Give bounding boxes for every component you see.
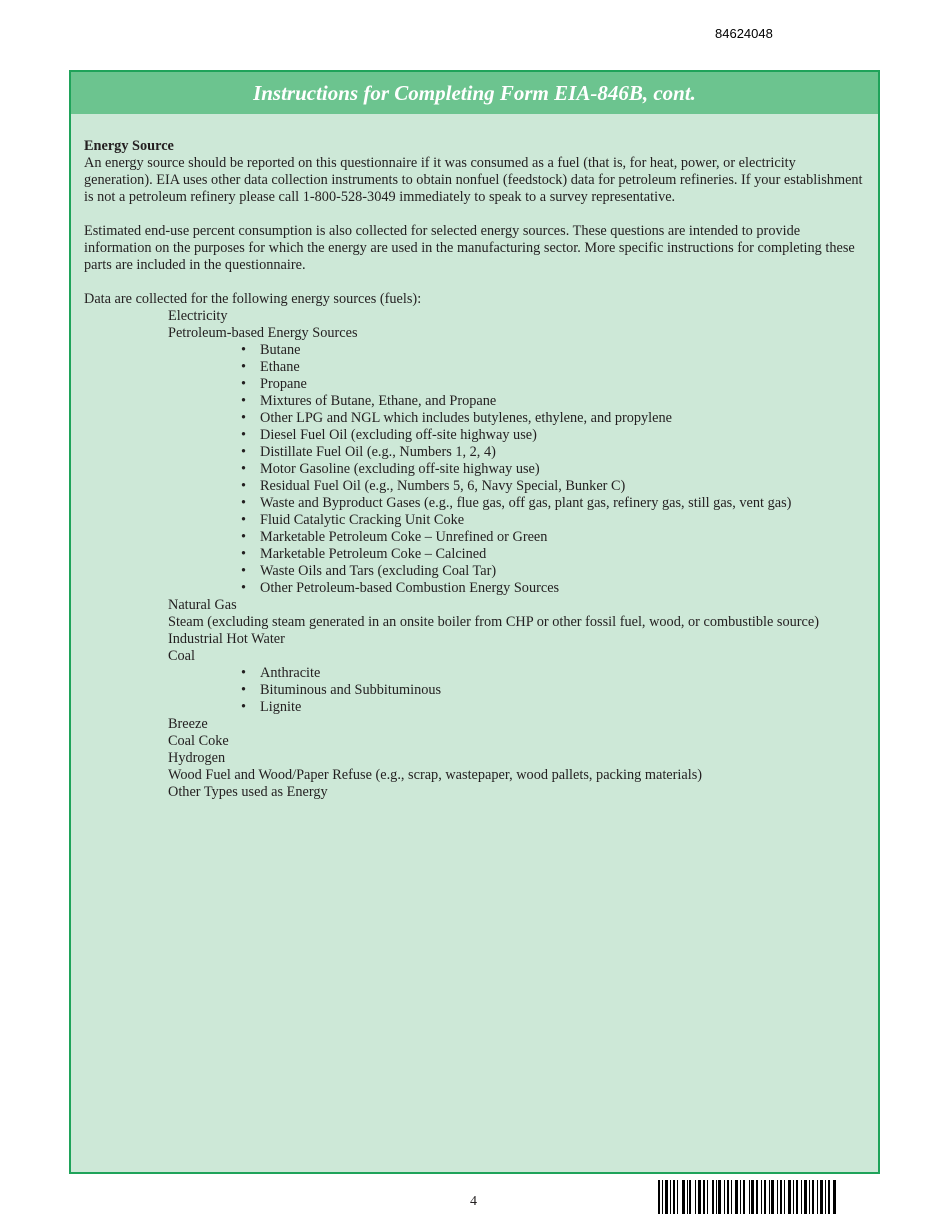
list-item [241,665,866,682]
list-item-text: Fluid Catalytic Cracking Unit Coke [260,512,465,528]
list-item-text: Mixtures of Butane, Ethane, and Propane [260,393,497,409]
panel-content [84,138,866,801]
bullet-icon: • [241,495,247,511]
list-item-text: Motor Gasoline (excluding off-site highway use) [260,461,540,477]
list-item [241,512,866,529]
source-other: Other Types used as Energy [168,784,328,800]
list-item [241,393,866,410]
list-item-text: Distillate Fuel Oil (e.g., Numbers 1, 2, 4) [260,444,496,460]
list-item-text: Waste Oils and Tars (excluding Coal Tar) [260,563,497,579]
source-coal: Coal [168,648,196,664]
list-item [241,444,866,461]
list-item-text: Bituminous and Subbituminous [260,682,442,698]
list-item-text: Ethane [260,359,300,375]
list-item [241,342,866,359]
list-item [241,478,866,495]
instructions-panel [69,70,880,1174]
list-item [241,580,866,597]
intro-paragraph: An energy source should be reported on this questionnaire if it was consumed as a fuel (that is, for heat, power, or electricity generation). EIA uses other data collection instruments to obtain nonfuel (feedstock) data for petroleum refineries. If your establishment is not a petroleum refinery please call 1-800-528-3049 immediately to speak to a survey representative. [84,155,863,205]
source-natural-gas: Natural Gas [168,597,237,613]
form-number: 84624048 [715,26,773,41]
end-use-paragraph: Estimated end-use percent consumption is also collected for selected energy sources. These questions are intended to provide information on the purposes for which the energy are used in the manufacturing sector. More specific instructions for completing these parts are included in the questionnaire. [84,223,855,273]
list-item-text: Waste and Byproduct Gases (e.g., flue gas, off gas, plant gas, refinery gas, still gas, vent gas) [260,495,792,511]
list-item-text: Residual Fuel Oil (e.g., Numbers 5, 6, Navy Special, Bunker C) [260,478,626,494]
bullet-icon: • [241,410,247,426]
bullet-icon: • [241,427,247,443]
source-breeze: Breeze [168,716,208,732]
source-hot-water: Industrial Hot Water [168,631,285,647]
source-wood: Wood Fuel and Wood/Paper Refuse (e.g., scrap, wastepaper, wood pallets, packing materials) [168,767,703,783]
list-item-text: Marketable Petroleum Coke – Calcined [260,546,487,562]
barcode [658,1180,836,1214]
bullet-icon: • [241,393,247,409]
list-item-text: Lignite [260,699,302,715]
bullet-icon: • [241,461,247,477]
list-item-text: Diesel Fuel Oil (excluding off-site highway use) [260,427,537,443]
page-number: 4 [470,1194,477,1209]
list-item [241,461,866,478]
bullet-icon: • [241,359,247,375]
petroleum-list [241,342,866,597]
list-item [241,546,866,563]
bullet-icon: • [241,342,247,358]
list-item-text: Anthracite [260,665,321,681]
list-item [241,682,866,699]
source-coal-coke: Coal Coke [168,733,229,749]
bullet-icon: • [241,563,247,579]
list-item [241,376,866,393]
bullet-icon: • [241,546,247,562]
bullet-icon: • [241,376,247,392]
list-item [241,359,866,376]
list-item [241,563,866,580]
source-petroleum: Petroleum-based Energy Sources [168,325,358,341]
sources-intro: Data are collected for the following energy sources (fuels): [84,291,422,307]
bullet-icon: • [241,512,247,528]
list-item [241,427,866,444]
coal-list [241,665,866,716]
list-item-text: Butane [260,342,301,358]
section-title: Energy Source [84,138,174,154]
source-steam: Steam (excluding steam generated in an onsite boiler from CHP or other fossil fuel, wood, or combustible source) [168,614,820,630]
list-item-text: Propane [260,376,307,392]
source-electricity: Electricity [168,308,228,324]
list-item [241,529,866,546]
panel-header: Instructions for Completing Form EIA-846B, cont. [71,72,878,114]
bullet-icon: • [241,529,247,545]
list-item [241,410,866,427]
bullet-icon: • [241,699,247,715]
bullet-icon: • [241,444,247,460]
list-item-text: Other Petroleum-based Combustion Energy Sources [260,580,560,596]
bullet-icon: • [241,580,247,596]
bullet-icon: • [241,682,247,698]
bullet-icon: • [241,665,247,681]
list-item [241,495,866,512]
bullet-icon: • [241,478,247,494]
list-item [241,699,866,716]
list-item-text: Other LPG and NGL which includes butylenes, ethylene, and propylene [260,410,672,426]
source-hydrogen: Hydrogen [168,750,226,766]
list-item-text: Marketable Petroleum Coke – Unrefined or Green [260,529,548,545]
